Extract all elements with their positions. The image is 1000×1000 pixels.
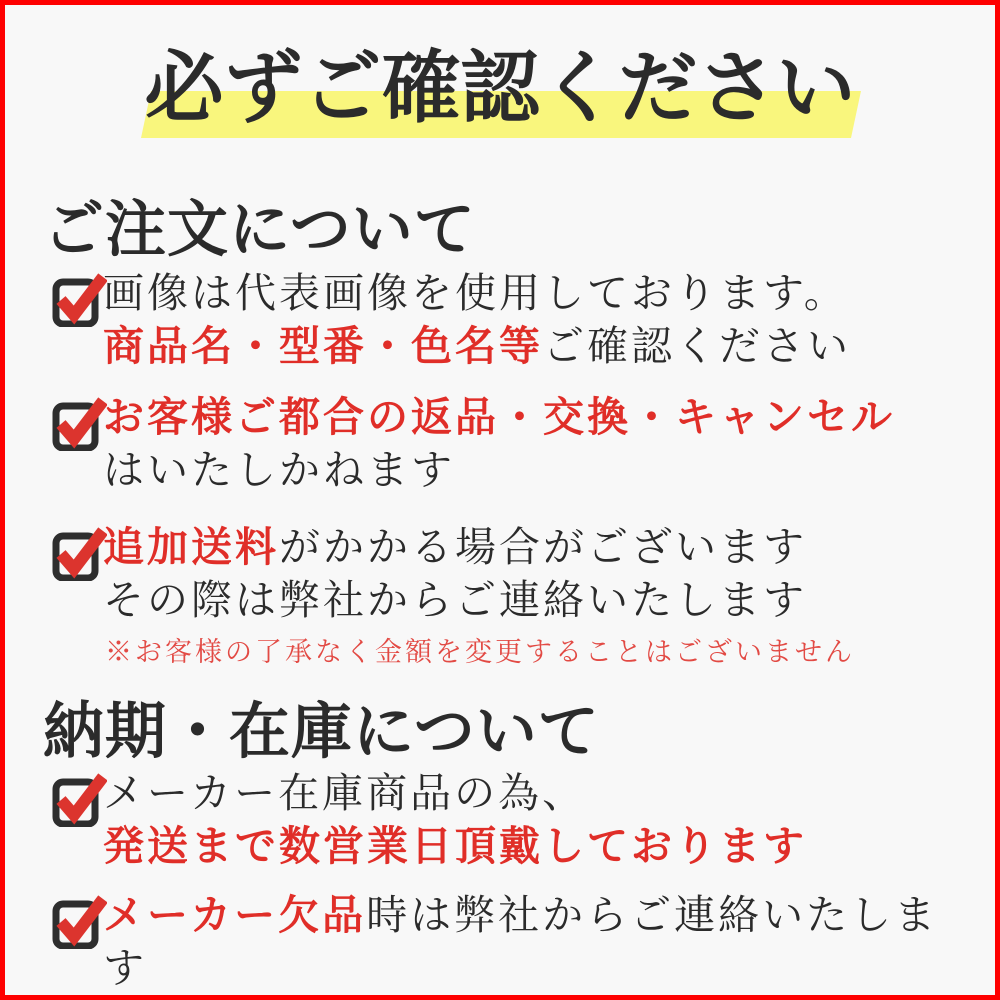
checklist-item: [51, 889, 981, 995]
item-line: [103, 574, 981, 627]
item-text: ご確認ください: [543, 322, 851, 370]
item-text-emphasis: メーカー欠品: [103, 891, 367, 939]
item-text-emphasis: 発送まで数営業日頂戴しております: [103, 822, 807, 870]
item-line: [103, 391, 981, 444]
page-title: 必ずご確認ください: [144, 41, 856, 134]
checklist-item: [51, 391, 981, 497]
item-line: [103, 320, 981, 373]
checkbox-checked-icon: [51, 523, 107, 581]
checkbox-checked-icon: [51, 269, 107, 327]
section-heading-order: ご注文について: [43, 194, 476, 265]
item-line: [103, 767, 981, 820]
item-text: がかかる場合がございます: [279, 523, 807, 571]
item-line: [103, 820, 981, 873]
checklist-item: [51, 267, 981, 373]
item-text-emphasis: お客様ご都合の返品・交換・キャンセル: [103, 393, 895, 441]
checkbox-checked-icon: [51, 891, 107, 949]
item-line: [103, 444, 981, 497]
item-text: はいたしかねます: [103, 446, 455, 494]
checkbox-checked-icon: [51, 393, 107, 451]
item-text: 画像は代表画像を使用しております。: [103, 269, 848, 317]
item-text-emphasis: 追加送料: [103, 523, 279, 571]
item-text-emphasis: 商品名・型番・色名等: [103, 322, 543, 370]
item-text: 時は弊社からご連絡いたします: [103, 891, 939, 992]
item-note: ※お客様の了承なく金額を変更することはございません: [105, 637, 855, 668]
checklist-item: [51, 521, 981, 670]
item-line: [103, 521, 981, 574]
item-line: [103, 889, 981, 995]
item-line: [103, 267, 981, 320]
checklist-item: [51, 767, 981, 873]
checkbox-checked-icon: [51, 769, 107, 827]
item-text: その際は弊社からご連絡いたします: [103, 576, 807, 624]
section-heading-stock: 納期・在庫について: [43, 696, 600, 767]
item-text: メーカー在庫商品の為、: [103, 769, 587, 817]
